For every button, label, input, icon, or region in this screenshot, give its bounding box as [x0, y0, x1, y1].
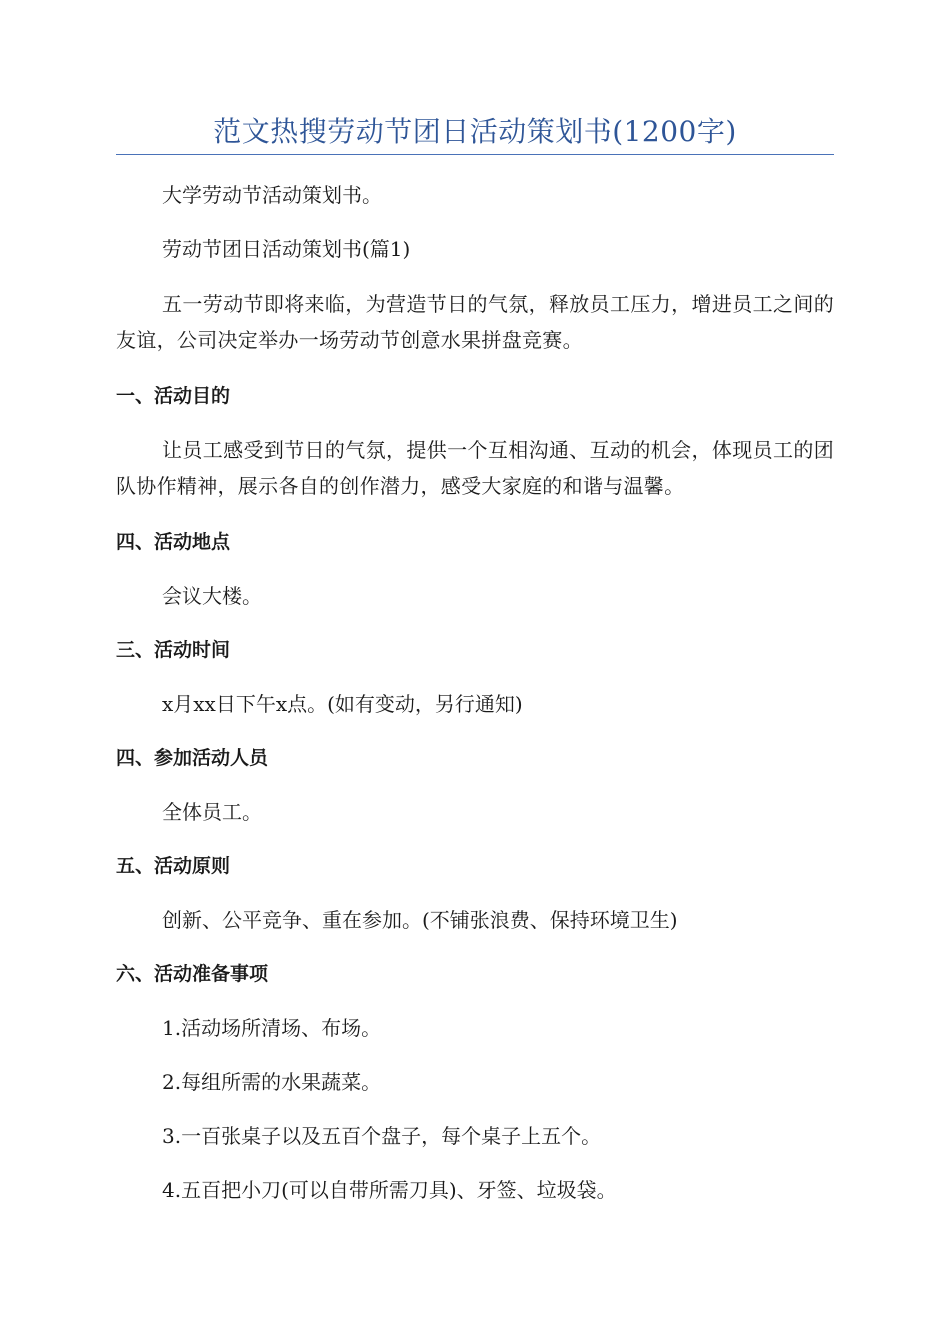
list-item: 4.五百把小刀(可以自带所需刀具)、牙签、垃圾袋。 [162, 1178, 617, 1202]
intro-line: 大学劳动节活动策划书。 [162, 183, 382, 207]
list-item: 3.一百张桌子以及五百个盘子，每个桌子上五个。 [162, 1124, 602, 1148]
heading-location: 四、活动地点 [116, 531, 231, 553]
list-item: 2.每组所需的水果蔬菜。 [162, 1070, 382, 1094]
paragraph-time: x月xx日下午x点。(如有变动，另行通知) [162, 692, 523, 716]
heading-purpose: 一、活动目的 [116, 385, 231, 407]
title-underline [116, 154, 834, 155]
paragraph-principles: 创新、公平竞争、重在参加。(不铺张浪费、保持环境卫生) [162, 908, 678, 932]
heading-time: 三、活动时间 [116, 639, 231, 661]
paragraph-purpose: 让员工感受到节日的气氛，提供一个互相沟通、互动的机会，体现员工的团队协作精神，展示各自的创作潜力，感受大家庭的和谐与温馨。 [116, 438, 834, 498]
heading-participants: 四、参加活动人员 [116, 747, 269, 769]
list-item: 1.活动场所清场、布场。 [162, 1016, 382, 1040]
subtitle-line: 劳动节团日活动策划书(篇1) [162, 237, 411, 261]
heading-preparation: 六、活动准备事项 [116, 963, 269, 985]
heading-principles: 五、活动原则 [116, 855, 231, 877]
paragraph-participants: 全体员工。 [162, 800, 262, 824]
paragraph-intro: 五一劳动节即将来临，为营造节日的气氛，释放员工压力，增进员工之间的友谊，公司决定举办一场劳动节创意水果拼盘竞赛。 [116, 292, 834, 352]
document-title: 范文热搜劳动节团日活动策划书(1200字) [213, 115, 737, 148]
paragraph-location: 会议大楼。 [162, 584, 262, 608]
